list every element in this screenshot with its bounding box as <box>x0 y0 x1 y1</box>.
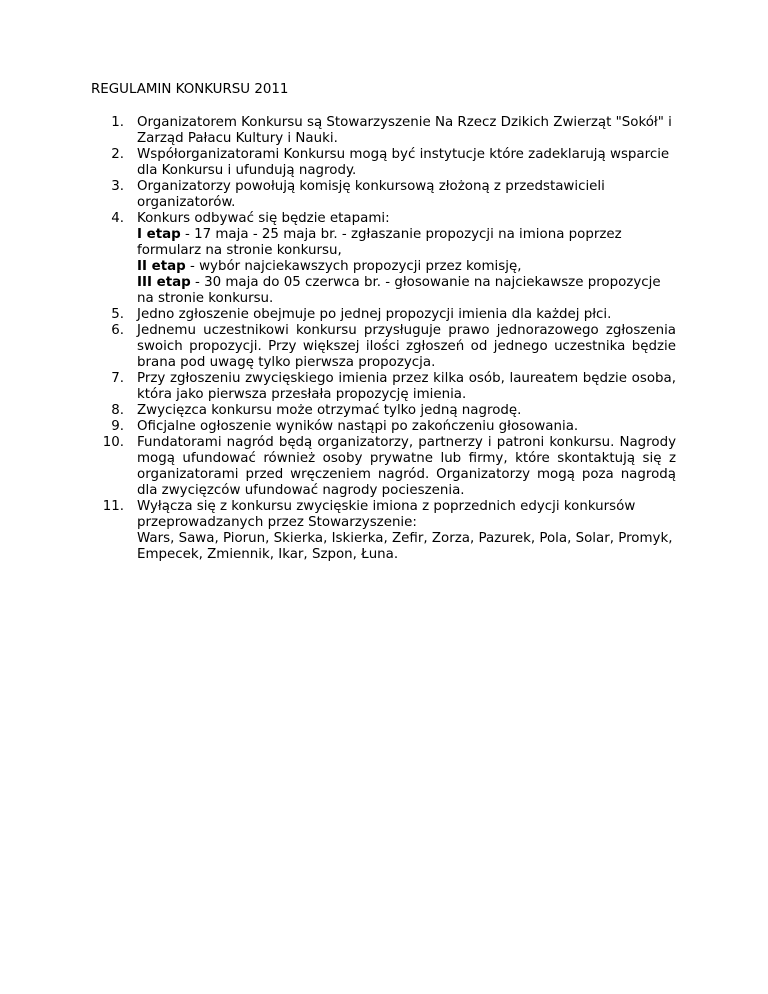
rule-number: 5. <box>111 307 124 322</box>
rule-item-2 <box>91 147 676 179</box>
rule-item-3 <box>91 179 676 211</box>
rule-item-9 <box>91 419 676 435</box>
stage-1 <box>137 227 676 259</box>
rule-number: 11. <box>102 499 124 514</box>
stage-3 <box>137 275 676 307</box>
excluded-names: Wars, Sawa, Piorun, Skierka, Iskierka, Zefir, Zorza, Pazurek, Pola, Solar, Promyk, Empecek, Zmiennik, Ikar, Szpon, Łuna. <box>137 531 673 562</box>
rule-item-5 <box>91 307 676 323</box>
rule-number: 3. <box>111 179 124 194</box>
stage-label: II etap <box>137 259 186 274</box>
rule-number: 8. <box>111 403 124 418</box>
rule-number: 6. <box>111 323 124 338</box>
rule-number: 2. <box>111 147 124 162</box>
rule-intro: Konkurs odbywać się będzie etapami: <box>137 211 390 226</box>
stage-label: III etap <box>137 275 191 290</box>
rule-number: 1. <box>111 115 124 130</box>
rule-item-10 <box>91 435 676 499</box>
stage-text: - 30 maja do 05 czerwca br. - głosowanie na najciekawsze propozycje na stronie konkursu. <box>137 275 661 306</box>
stage-text: - wybór najciekawszych propozycji przez komisję, <box>185 259 522 274</box>
stage-text: - 17 maja - 25 maja br. - zgłaszanie propozycji na imiona poprzez formularz na stronie konkursu, <box>137 227 622 258</box>
rule-number: 9. <box>111 419 124 434</box>
rule-number: 10. <box>102 435 124 450</box>
rule-text: Przy zgłoszeniu zwycięskiego imienia przez kilka osób, laureatem będzie osoba, która jako pierwsza przesłała propozycję imienia. <box>137 371 676 402</box>
rules-list <box>91 115 676 563</box>
rule-item-4 <box>91 211 676 307</box>
stage-label: I etap <box>137 227 181 242</box>
rule-item-6 <box>91 323 676 371</box>
rule-item-11 <box>91 499 676 563</box>
stage-2 <box>137 259 676 275</box>
rule-text: Oficjalne ogłoszenie wyników nastąpi po zakończeniu głosowania. <box>137 419 579 434</box>
rule-text: Współorganizatorami Konkursu mogą być instytucje które zadeklarują wsparcie dla Konkursu i ufundują nagrody. <box>137 147 670 178</box>
rule-text: Fundatorami nagród będą organizatorzy, partnerzy i patroni konkursu. Nagrody mogą ufundować również osoby prywatne lub firmy, które skontaktują się z organizatorami przed wręczeniem nagród. Organizatorzy mogą poza nagrodą dla zwycięzców ufundować nagrody pocieszenia. <box>137 435 676 498</box>
rule-text: Zwycięzca konkursu może otrzymać tylko jedną nagrodę. <box>137 403 522 418</box>
rule-item-7 <box>91 371 676 403</box>
rule-text: Organizatorem Konkursu są Stowarzyszenie Na Rzecz Dzikich Zwierząt "Sokół" i Zarząd Pałacu Kultury i Nauki. <box>137 115 672 146</box>
rule-text: Jedno zgłoszenie obejmuje po jednej propozycji imienia dla każdej płci. <box>137 307 612 322</box>
rule-item-1 <box>91 115 676 147</box>
rule-number: 4. <box>111 211 124 226</box>
rule-text: Wyłącza się z konkursu zwycięskie imiona z poprzednich edycji konkursów przeprowadzanych przez Stowarzyszenie: <box>137 499 636 530</box>
rule-text: Organizatorzy powołują komisję konkursową złożoną z przedstawicieli organizatorów. <box>137 179 605 210</box>
rule-item-8 <box>91 403 676 419</box>
document-title: REGULAMIN KONKURSU 2011 <box>91 82 289 97</box>
rule-text: Jednemu uczestnikowi konkursu przysługuje prawo jednorazowego zgłoszenia swoich propozycji. Przy większej ilości zgłoszeń od jednego uczestnika będzie brana pod uwagę tylko pierwsza propozycja. <box>137 323 676 370</box>
rule-number: 7. <box>111 371 124 386</box>
